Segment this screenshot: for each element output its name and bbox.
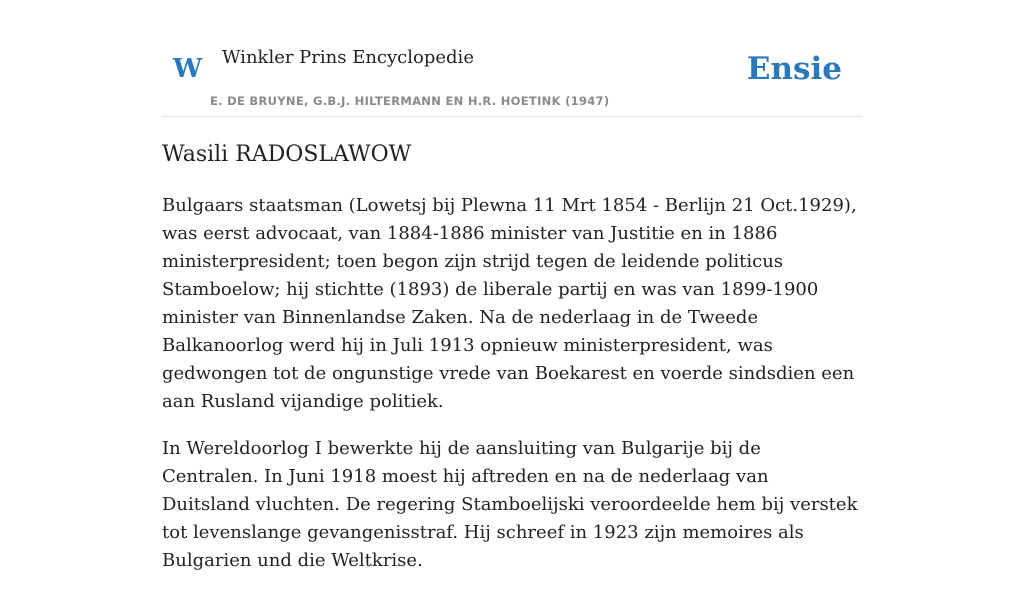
authors-byline: E. DE BRUYNE, G.B.J. HILTERMANN EN H.R. HOETINK (1947)	[210, 94, 610, 108]
article-body	[162, 192, 862, 594]
site-header	[162, 36, 862, 117]
article-title: Wasili RADOSLAWOW	[162, 142, 412, 167]
winkler-prins-logo[interactable]: W	[173, 54, 203, 84]
ensie-brand-logo[interactable]: Ensie	[746, 51, 842, 87]
site-title[interactable]: Winkler Prins Encyclopedie	[222, 47, 474, 68]
article-paragraph: In Wereldoorlog I bewerkte hij de aansluiting van Bulgarije bij de Centralen. In Juni 1918 moest hij aftreden en na de nederlaag van Duitsland vluchten. De regering Stamboelijski veroordeelde hem bij verstek tot levenslange gevangenisstraf. Hij schreef in 1923 zijn memoires als Bulgarien und die Weltkrise.	[162, 438, 858, 571]
article-paragraph: Bulgaars staatsman (Lowetsj bij Plewna 11 Mrt 1854 - Berlijn 21 Oct.1929), was eerst advocaat, van 1884-1886 minister van Justitie en in 1886 ministerpresident; toen begon zijn strijd tegen de leidende politicus Stamboelow; hij stichtte (1893) de liberale partij en was van 1899-1900 minister van Binnenlandse Zaken. Na de nederlaag in de Tweede Balkanoorlog werd hij in Juli 1913 opnieuw ministerpresident, was gedwongen tot de ongunstige vrede van Boekarest en voerde sindsdien een aan Rusland vijandige politiek.	[162, 195, 857, 412]
